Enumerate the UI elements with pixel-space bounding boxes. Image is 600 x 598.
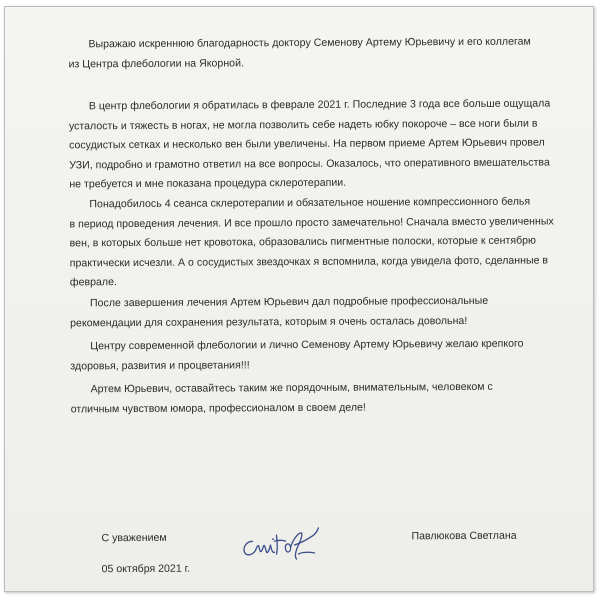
- text-line: вен, в которых больше нет кровотока, образовались пигментные полоски, которые к сентябрю: [69, 234, 537, 250]
- paragraph-treatment: [69, 192, 575, 293]
- text-line: Центру современной флебологии и лично Семенову Артему Юрьевичу желаю крепкого: [90, 337, 524, 353]
- handwritten-signature-icon: [238, 519, 320, 566]
- text-line: Выражаю искреннюю благодарность доктору Семенову Артему Юрьевичу и его коллегам: [88, 35, 531, 51]
- paragraph-history: [69, 94, 575, 195]
- text-line: усталость и тяжесть в ногах, не могла позволить себе надеть юбку покороче – все ноги были в: [68, 117, 538, 132]
- author-name: Павлюкова Светлана: [411, 529, 517, 543]
- text-line: УЗИ, подробно и грамотно ответил на все вопросы. Оказалось, что оперативного вмешательства: [69, 155, 550, 171]
- letter-page: [4, 6, 594, 592]
- text-line: сосудистых сетках и несколько вен были увеличены. На первом приеме Артем Юрьевич провел: [69, 136, 545, 152]
- letter-date: 05 октября 2021 г.: [101, 562, 191, 576]
- text-line: здоровья, развития и процветания!!!: [70, 358, 250, 372]
- text-line: из Центра флебологии на Якорной.: [68, 56, 244, 70]
- paragraph-recommendations: [70, 291, 575, 333]
- text-line: В центр флебологии я обратилась в феврале 2021 г. Последние 3 года все больше ощущала: [88, 97, 551, 113]
- text-line: Артем Юрьевич, оставайтесь таким же порядочным, внимательным, человеком с: [90, 380, 493, 396]
- paragraph-closing-words: [70, 377, 575, 419]
- text-line: отличным чувством юмора, профессионалом в своем деле!: [70, 401, 366, 415]
- text-line: не требуется и мне показана процедура склеротерапии.: [69, 176, 347, 191]
- text-line: феврале.: [69, 276, 117, 289]
- text-line: Понадобилось 4 сеанса склеротерапии и обязательное ношение компрессионного белья: [89, 195, 531, 211]
- closing-phrase: С уважением: [101, 531, 167, 545]
- text-line: После завершения лечения Артем Юрьевич дал подробные профессиональные: [89, 294, 489, 310]
- text-line: рекомендации для сохранения результата, которым я очень осталась довольна!: [70, 314, 468, 329]
- paragraph-wishes: [70, 334, 575, 376]
- paragraph-gratitude: [68, 32, 573, 74]
- text-line: в период проведения лечения. И все прошло просто замечательно! Сначала вместо увеличенных: [69, 214, 554, 230]
- text-line: практически исчезли. А о сосудистых звездочках я вспомнила, когда увидела фото, сделанные в: [69, 253, 549, 269]
- letter-photo: [4, 6, 594, 592]
